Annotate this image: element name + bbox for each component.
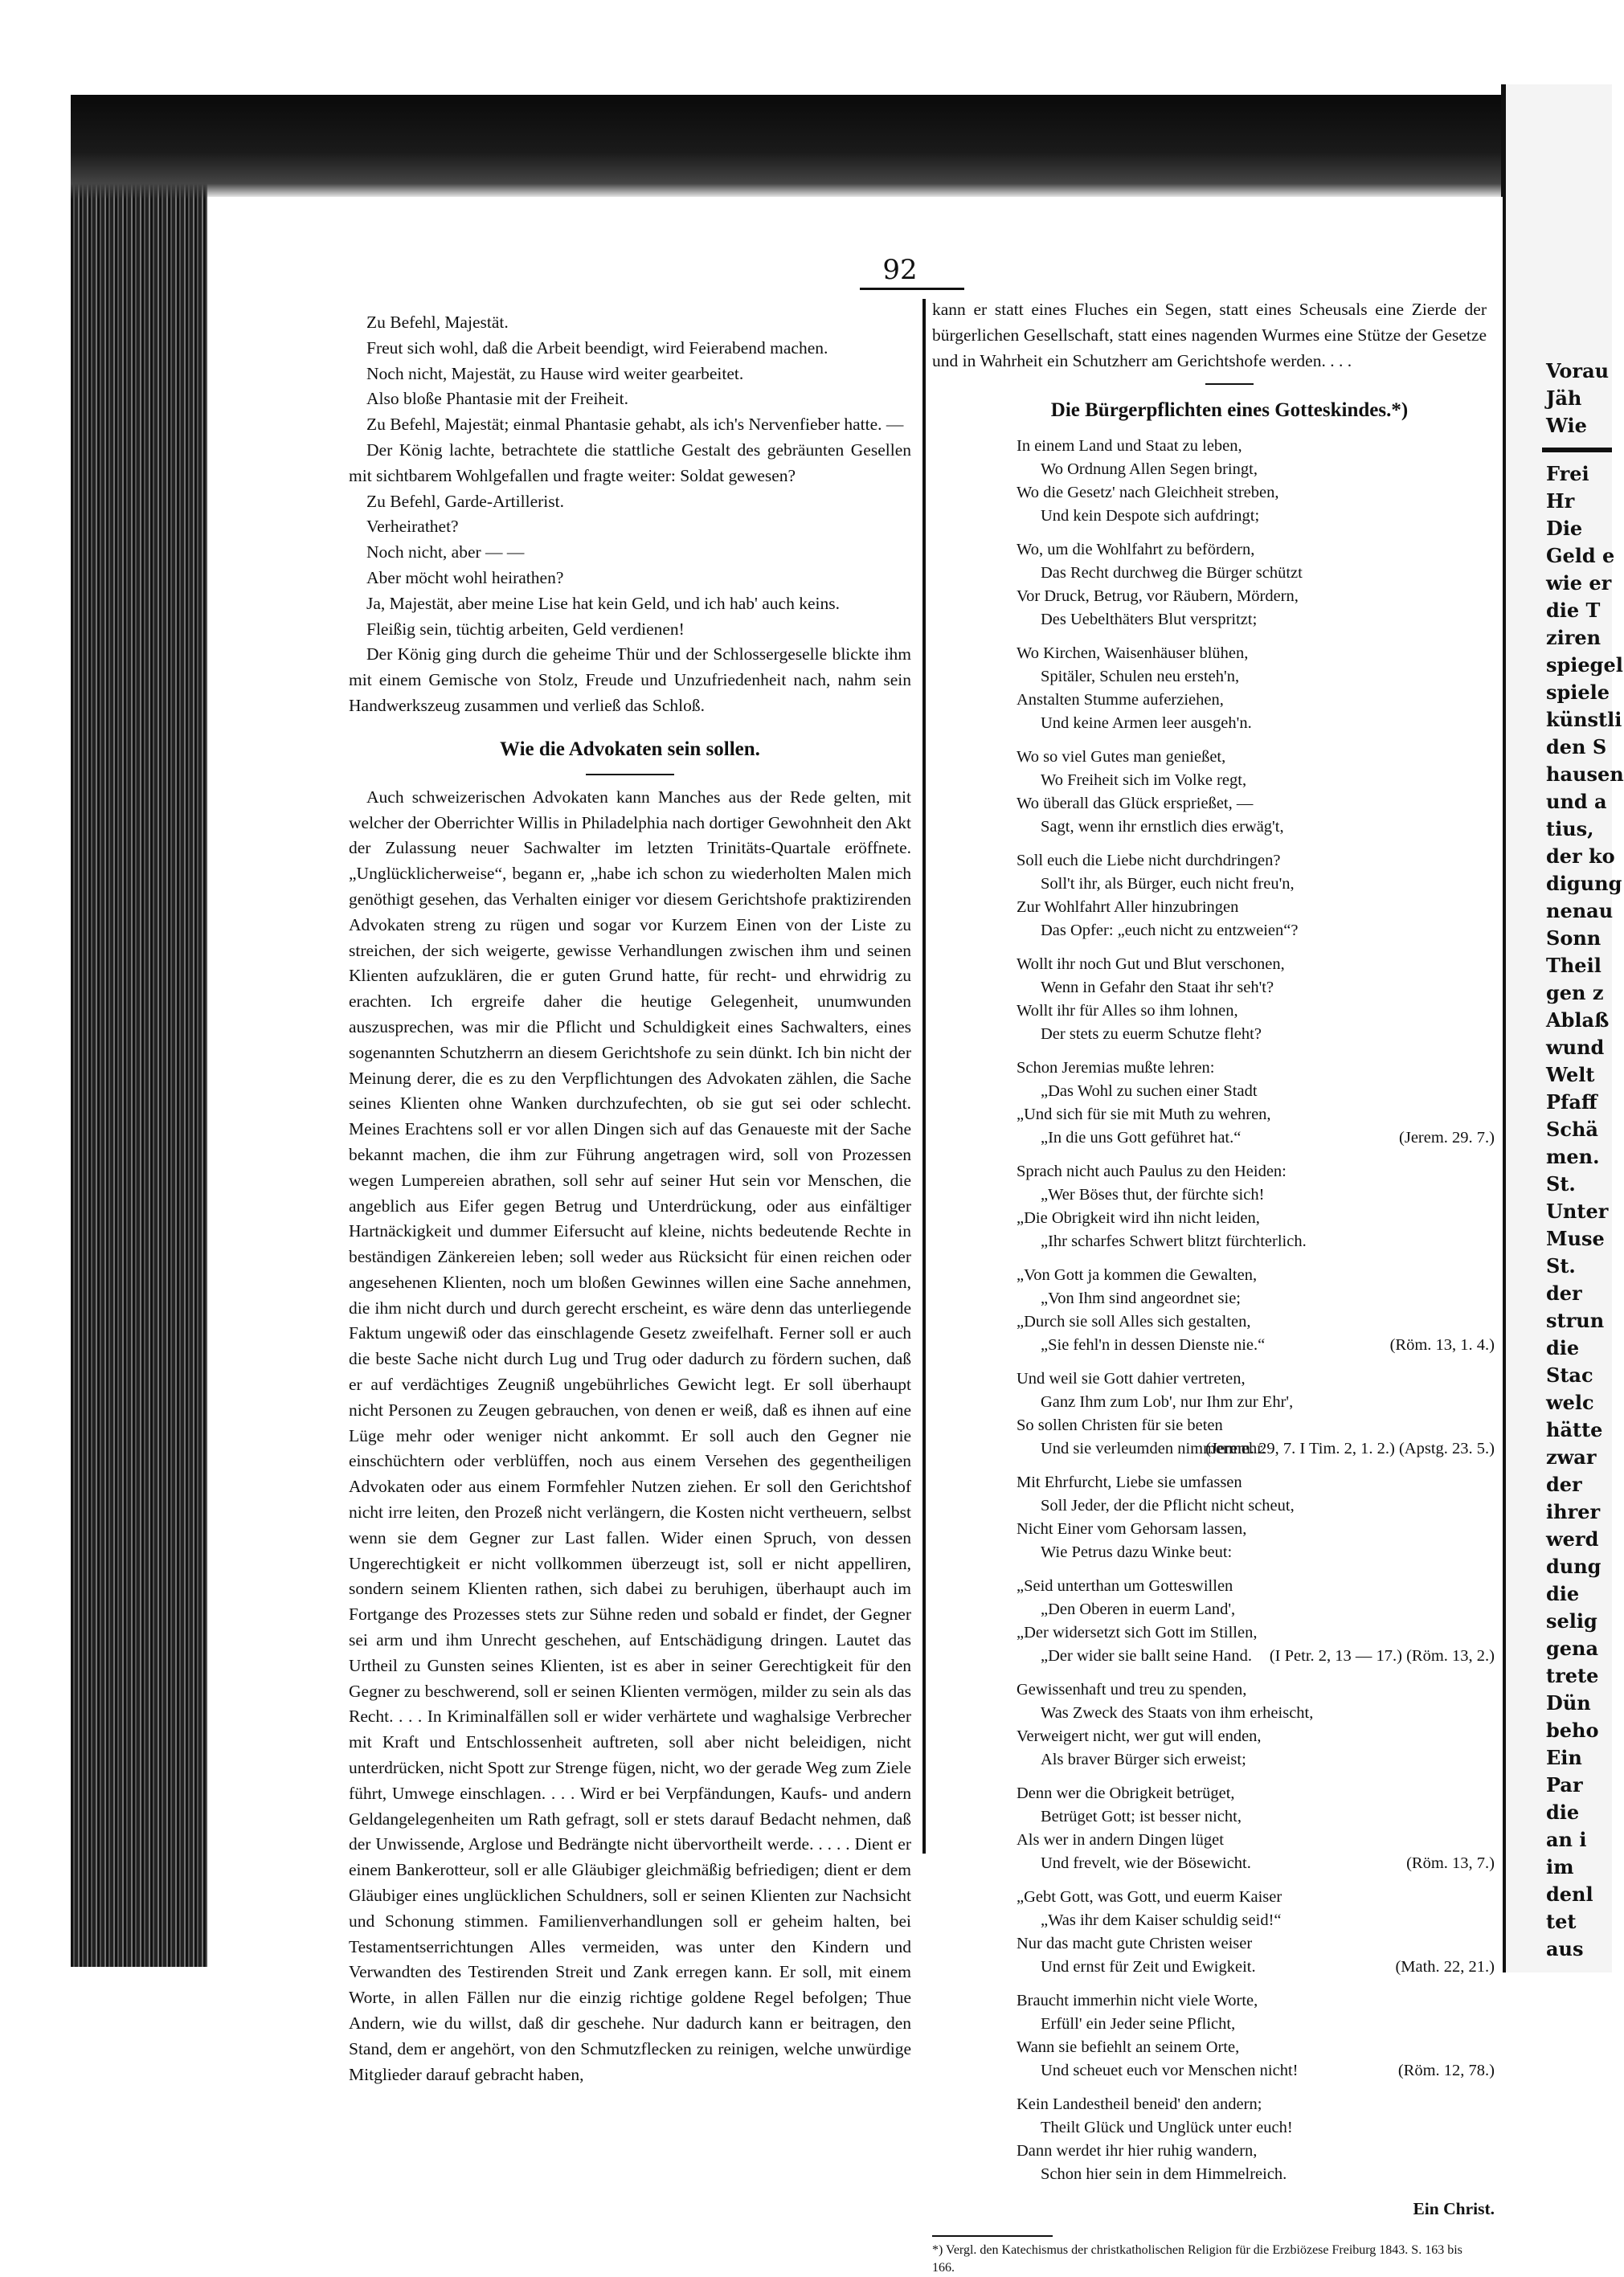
poem-line: Theilt Glück und Unglück unter euch! (1041, 2119, 1293, 2137)
neighbor-fragment: Jäh (1546, 386, 1582, 410)
poem-line: Anstalten Stumme auferziehen, (1017, 691, 1224, 709)
poem-stanza (1017, 538, 1527, 632)
article-continuation: kann er statt eines Fluches ein Segen, statt eines Scheusals eine Zierde der bürgerlichen Gesellschaft, statt eines nagenden Wurmes eine Stütze der Gesetze und in Wahrheit ein Schutzherr am Gerichtshofe werden. . . . (932, 300, 1487, 370)
poem-line: Kein Landestheil beneid' den andern; (1017, 2095, 1262, 2114)
poem-line: Betrüget Gott; ist besser nicht, (1041, 1808, 1242, 1826)
neighbor-fragment: die (1546, 1582, 1580, 1605)
dialogue-line: Der König lachte, betrachtete die stattliche Gestalt des gebräunten Gesellen mit sichtbarem Wohlgefallen und fragte weiter: Soldat gewesen? (349, 439, 911, 485)
dialogue-line: Also bloße Phantasie mit der Freiheit. (366, 389, 629, 409)
dialogue-line: Noch nicht, Majestät, zu Hause wird weiter gearbeitet. (366, 363, 744, 383)
poem-stanza (1017, 1678, 1527, 1772)
neighbor-fragment: künstli (1546, 708, 1622, 731)
scripture-reference: (I Petr. 2, 13 — 17.) (Röm. 13, 2.) (1269, 1647, 1495, 1666)
book-edge (71, 95, 207, 1967)
poem-line: „Was ihr dem Kaiser schuldig seid!“ (1041, 1911, 1282, 1930)
poem-line: Vor Druck, Betrug, vor Räubern, Mördern, (1017, 587, 1299, 606)
neighbor-fragment: Unter (1546, 1200, 1609, 1223)
neighbor-fragment: der ko (1546, 844, 1615, 868)
poem-line: Und sie verleumden nimmermehr. (1041, 1440, 1266, 1458)
scripture-reference: (Röm. 12, 78.) (1397, 2062, 1495, 2080)
poem-line: Soll euch die Liebe nicht durchdringen? (1017, 852, 1281, 870)
poem-line: „Wer Böses thut, der fürchte sich! (1041, 1186, 1265, 1204)
poem-stanza (1017, 642, 1527, 735)
poem-stanza (1017, 1160, 1527, 1253)
dialogue-line: Freut sich wohl, daß die Arbeit beendigt, wird Feierabend machen. (366, 337, 828, 358)
poem-stanza (1017, 435, 1527, 528)
neighbor-fragment: Die (1546, 517, 1583, 540)
poem-line: Als braver Bürger sich erweist; (1041, 1751, 1246, 1769)
poem-line: „Von Ihm sind angeordnet sie; (1041, 1290, 1241, 1308)
neighbor-fragment: den S (1546, 735, 1607, 758)
neighbor-fragment: werd (1546, 1527, 1599, 1551)
poem-line: Wenn in Gefahr den Staat ihr seh't? (1041, 979, 1274, 997)
story-dialogue (349, 310, 911, 719)
neighbor-fragment: ihrer (1546, 1500, 1601, 1523)
page-number: 92 (882, 254, 918, 286)
poem-stanza (1017, 1471, 1527, 1564)
poem (1017, 435, 1527, 2186)
neighbor-fragment: Sonn (1546, 926, 1602, 950)
poem-line: Und ernst für Zeit und Ewigkeit. (1041, 1958, 1256, 1977)
poem-line: Soll Jeder, der die Pflicht nicht scheut, (1041, 1497, 1295, 1515)
poem-line: „Die Obrigkeit wird ihn nicht leiden, (1017, 1209, 1260, 1228)
scripture-reference: (Math. 22, 21.) (1395, 1958, 1495, 1977)
dialogue-line: Fleißig sein, tüchtig arbeiten, Geld verdienen! (366, 619, 685, 639)
neighbor-fragment: wund (1546, 1036, 1605, 1059)
neighbor-fragment: trete (1546, 1664, 1599, 1687)
neighbor-fragment: Ablaß (1546, 1008, 1610, 1032)
neighbor-fragment: zwar (1546, 1445, 1597, 1469)
page-number-rule (860, 288, 964, 290)
poem-line: „In die uns Gott geführet hat.“ (1041, 1129, 1242, 1147)
neighbor-fragment: ziren (1546, 626, 1602, 649)
poem-line: Wo Ordnung Allen Segen bringt, (1041, 460, 1258, 479)
poem-line: Wollt ihr für Alles so ihm lohnen, (1017, 1002, 1238, 1020)
poem-line: Das Opfer: „euch nicht zu entzweien“? (1041, 922, 1299, 940)
column-divider (922, 299, 926, 1854)
neighbor-fragment: beho (1546, 1719, 1599, 1742)
poem-line: Und weil sie Gott dahier vertreten, (1017, 1370, 1246, 1388)
poem-line: Soll't ihr, als Bürger, euch nicht freu'n, (1041, 875, 1295, 893)
poem-stanza (1017, 849, 1527, 942)
scripture-reference: (Jerem. 29. 7.) (1399, 1129, 1495, 1147)
dialogue-line: Zu Befehl, Majestät. (366, 313, 509, 332)
poem-line: „Ihr scharfes Schwert blitzt fürchterlich. (1041, 1233, 1307, 1251)
dialogue-line: Aber möcht wohl heirathen? (366, 567, 564, 587)
poem-line: Wo überall das Glück ersprießet, — (1017, 795, 1254, 813)
neighbor-fragment: im (1546, 1855, 1574, 1878)
poem-line: Wo, um die Wohlfahrt zu befördern, (1017, 541, 1255, 559)
poem-line: Ganz Ihm zum Lob', nur Ihm zur Ehr', (1041, 1393, 1294, 1412)
article-title: Wie die Advokaten sein sollen. (500, 738, 760, 760)
poem-line: Sagt, wenn ihr ernstlich dies erwäg't, (1041, 818, 1284, 836)
poem-line: Und kein Despote sich aufdringt; (1041, 507, 1260, 525)
neighbor-fragment: Geld e (1546, 544, 1615, 567)
neighbor-fragment: aus (1546, 1937, 1584, 1960)
neighbor-fragment: wie er (1546, 571, 1612, 595)
neighbor-fragment: denl (1546, 1883, 1593, 1906)
dialogue-line: Ja, Majestät, aber meine Lise hat kein Geld, und ich hab' auch keins. (366, 593, 840, 613)
poem-line: „Der widersetzt sich Gott im Stillen, (1017, 1624, 1258, 1642)
neighbor-fragment: spiele (1546, 681, 1610, 704)
poem-line: Wie Petrus dazu Winke beut: (1041, 1543, 1233, 1562)
scan-shadow (71, 95, 1535, 199)
poem-line: Zur Wohlfahrt Aller hinzubringen (1017, 898, 1239, 917)
neighbor-fragment: Stac (1546, 1363, 1593, 1387)
neighbor-fragment: gena (1546, 1637, 1599, 1660)
poem-line: „Der wider sie ballt seine Hand. (1041, 1647, 1252, 1666)
neighbor-rule (1542, 448, 1612, 452)
neighbor-fragment: Theil (1546, 954, 1602, 977)
poem-line: Sprach nicht auch Paulus zu den Heiden: (1017, 1163, 1287, 1181)
poem-line: Gewissenhaft und treu zu spenden, (1017, 1681, 1247, 1699)
poem-line: Das Recht durchweg die Bürger schützt (1041, 564, 1303, 583)
poem-line: Braucht immerhin nicht viele Worte, (1017, 1992, 1258, 2010)
neighbor-fragment: die T (1546, 599, 1601, 622)
poem-stanza (1017, 1367, 1527, 1461)
poem-stanza (1017, 1782, 1527, 1875)
poem-signature: Ein Christ. (1413, 2199, 1495, 2219)
dialogue-line: Verheirathet? (366, 517, 459, 537)
neighbor-fragment: Muse (1546, 1227, 1605, 1250)
poem-line: „Das Wohl zu suchen einer Stadt (1041, 1082, 1258, 1101)
scripture-reference: (Röm. 13, 1. 4.) (1389, 1336, 1495, 1355)
neighbor-fragment: die (1546, 1801, 1580, 1824)
poem-line: Des Uebelthäters Blut verspritzt; (1041, 611, 1258, 629)
left-column (349, 310, 911, 2087)
neighbor-fragment: Welt (1546, 1063, 1595, 1086)
poem-line: Denn wer die Obrigkeit betrüget, (1017, 1784, 1235, 1803)
poem-line: Wo so viel Gutes man genießet, (1017, 748, 1226, 766)
poem-line: Und scheuet euch vor Menschen nicht! (1041, 2062, 1299, 2080)
poem-line: Schon Jeremias mußte lehren: (1017, 1059, 1215, 1077)
neighbor-fragment: und a (1546, 790, 1607, 813)
title-rule (586, 774, 674, 775)
poem-line: „Durch sie soll Alles sich gestalten, (1017, 1313, 1251, 1331)
poem-line: Wann sie befiehlt an seinem Orte, (1017, 2038, 1240, 2057)
poem-line: „Gebt Gott, was Gott, und euerm Kaiser (1017, 1888, 1282, 1907)
neighbor-fragment: Hr (1546, 489, 1575, 513)
dialogue-line: Zu Befehl, Garde-Artillerist. (366, 491, 564, 511)
poem-line: „Von Gott ja kommen die Gewalten, (1017, 1266, 1258, 1285)
neighbor-fragment: gen z (1546, 981, 1604, 1004)
poem-line: So sollen Christen für sie beten (1017, 1416, 1223, 1435)
dialogue-line: Der König ging durch die geheime Thür und der Schlossergeselle blickte ihm mit einem Gemische von Stolz, Freude und Unzufriedenheit nach, nahm sein Handwerkszeug zusammen und verließ das Schloß. (349, 644, 911, 715)
poem-line: Und keine Armen leer ausgeh'n. (1041, 714, 1252, 733)
dialogue-line: Zu Befehl, Majestät; einmal Phantasie gehabt, als ich's Nervenfieber hatte. — (366, 415, 904, 435)
poem-line: Spitäler, Schulen neu ersteh'n, (1041, 668, 1240, 686)
neighbor-fragment: hausen (1546, 762, 1624, 786)
poem-stanza (1017, 1264, 1527, 1357)
neighbor-fragment: dung (1546, 1555, 1602, 1578)
neighbor-fragment: an i (1546, 1828, 1587, 1851)
neighbor-fragment: Par (1546, 1773, 1583, 1797)
poem-stanza (1017, 1575, 1527, 1668)
right-column (932, 297, 1527, 2277)
poem-line: „Sie fehl'n in dessen Dienste nie.“ (1041, 1336, 1266, 1355)
poem-line: Als wer in andern Dingen lüget (1017, 1831, 1224, 1850)
poem-line: Schon hier sein in dem Himmelreich. (1041, 2165, 1287, 2184)
neighbor-fragment: Frei (1546, 462, 1589, 485)
section-rule (1205, 383, 1254, 385)
neighbor-fragment: tet (1546, 1910, 1577, 1933)
poem-title: Die Bürgerpflichten eines Gotteskindes.*) (1050, 399, 1409, 422)
poem-line: Dann werdet ihr hier ruhig wandern, (1017, 2142, 1258, 2160)
neighbor-fragment: Vorau (1546, 359, 1610, 382)
neighbor-fragment: strun (1546, 1309, 1605, 1332)
neighbor-fragment: men. (1546, 1145, 1600, 1168)
neighbor-fragment: digung (1546, 872, 1622, 895)
poem-line: „Und sich für sie mit Muth zu wehren, (1017, 1106, 1271, 1124)
poem-line: Nur das macht gute Christen weiser (1017, 1935, 1253, 1953)
poem-stanza (1017, 1057, 1527, 1150)
scripture-reference: (Röm. 13, 7.) (1406, 1854, 1495, 1873)
neighbor-fragment: selig (1546, 1609, 1597, 1633)
poem-line: „Den Oberen in euerm Land', (1041, 1600, 1236, 1619)
poem-line: Erfüll' ein Jeder seine Pflicht, (1041, 2015, 1236, 2034)
poem-line: Und frevelt, wie der Bösewicht. (1041, 1854, 1251, 1873)
neighbor-fragment: Dün (1546, 1691, 1591, 1715)
article-body: Auch schweizerischen Advokaten kann Manches aus der Rede gelten, mit welcher der Oberrichter Willis in Philadelphia nach dortiger Gewohnheit den Akt der Zulassung neuer Sachwalter im letzten Trinitäts-Quartale eröffnete. „Unglücklicherweise“, begann er, „habe ich schon zu wiederholten Malen mich genöthigt gesehen, das Verhalten einiger vor diesem Gerichtshofe praktizirenden Advokaten streng zu rügen und sogar vor Kurzem Einen von der Liste zu streichen, der sich weigerte, gewisse Verhandlungen zwischen ihm und seinen Klienten aufzuklären, die er guten Grund hatte, für recht- und ehrwidrig zu erachten. Ich ergreife daher die heutige Gelegenheit, unumwunden auszusprechen, was mir die Pflicht und Schuldigkeit eines Sachwalters, eines sogenannten Schutzherrn an diesem Gerichtshofe zu sein dünkt. Ich bin nicht der Meinung derer, die es zu den Verpflichtungen des Advokaten zählen, die Sache seines Klienten ohne Wanken durchzufechten, ob sie gut sei oder schlecht. Meines Erachtens soll er vor allen Dingen sich auf das Genaueste mit der Sache bekannt machen, die ihm zur Führung angetragen wird, soll von Prozessen wegen Lumpereien abrathen, soll sehr auf seiner Hut sein vor Menschen, die angeblich aus Eifer gegen Betrug und Unterdrückung, oder aus einfältiger Hartnäckigkeit und dummer Eifersucht auf kleine, nichts bedeutende Rechte in beständigen Zänkereien leben; soll weder aus Rücksicht für einen reichen oder angesehenen Klienten, noch um bloßen Gewinnes willen eine Sache annehmen, die ihm nicht durch und durch gerecht erscheint, es wäre denn das unterliegende Faktum ungewiß oder das einschlagende Gesetz zweifelhaft. Ferner soll er auch die beste Sache nicht durch Lug und Trug oder dadurch zu fördern suchen, daß er auf verdächtiges Zeugniß ungebührliches Gewicht legt. Er soll überhaupt nicht Personen zu Zeugen gebrauchen, von denen er weiß, daß es ihnen auf eine Lüge mehr oder weniger nicht ankommt. Er soll auch den Gegner nie einschüchtern oder verblüffen, noch aus einem Versehen des gegentheiligen Advokaten oder aus einem Formfehler Nutzen ziehen. Er soll den Gerichtshof nicht irre leiten, den Prozeß nicht verlängern, die Kosten nicht vertheuern, selbst wenn sie dem Gegner zur Last fallen. Wider einen Spruch, von dessen Ungerechtigkeit er nicht vollkommen überzeugt ist, soll er nicht appelliren, sondern seinem Klienten rathen, sich dabei zu beruhigen, überhaupt auch im Fortgange des Prozesses stets zur Sühne reden und sobald er findet, der Gegner sei arm und ihm Unrecht geschehen, auf Entschädigung dringen. Lautet das Urtheil zu Gunsten seines Klienten, ist es aber in seiner Gerechtigkeit für den Gegner zu beschwerend, soll er seinen Klienten vermögen, milder zu sein als das Recht. . . . In Kriminalfällen soll er wider verhärtete und waghalsige Verbrecher mit Kraft und Entschlossenheit auftreten, soll aber nicht beleidigen, nicht unterdrücken, nicht Spott zur Strenge fügen, nicht, wo der gerade Weg zum Ziele führt, Umwege einschlagen. . . . Wird er bei Verpfändungen, Kaufs- und andern Geldangelegenheiten um Rath gefragt, soll er stets darauf Bedacht nehmen, daß der Unwissende, Arglose und Bedrängte nicht übervortheilt werde. . . . . Dient er einem Bankerotteur, soll er alle Gläubiger gleichmäßig befriedigen; dient er dem Gläubiger eines unglücklichen Schuldners, soll er seinen Klienten zur Nachsicht und Schonung stimmen. Familienverhandlungen soll er geheim halten, bei Testamentserrichtungen Alles vermeiden, was unter den Kindern und Verwandten des Testirenden Streit und Zank erregen kann. Er soll, mit einem Worte, in allen Fällen nur die einzig richtige goldene Regel befolgen; Thue Andern, wie du willst, daß dir geschehe. Nur dadurch kann er beitragen, den Stand, dem er angehört, von den Schmutzflecken zu reinigen, welche unwürdige Mitglieder darauf gebracht haben, (349, 787, 911, 2084)
poem-line: „Seid unterthan um Gotteswillen (1017, 1577, 1233, 1596)
poem-line: Was Zweck des Staats von ihm erheischt, (1041, 1704, 1314, 1723)
poem-stanza (1017, 2093, 1527, 2186)
poem-line: Wollt ihr noch Gut und Blut verschonen, (1017, 955, 1285, 974)
neighbor-fragment: der (1546, 1282, 1582, 1305)
neighbor-fragment: St. (1546, 1254, 1583, 1277)
poem-line: Der stets zu euerm Schutze fleht? (1041, 1025, 1262, 1044)
neighbor-fragment: St. (1546, 1172, 1583, 1196)
scripture-reference: (Jerem. 29, 7. I Tim. 2, 1. 2.) (Apstg. 23. 5.) (1205, 1440, 1495, 1458)
poem-stanza (1017, 1886, 1527, 1979)
neighbor-fragment: Wie (1546, 414, 1587, 437)
neighbor-fragment: spiegel (1546, 653, 1623, 677)
poem-line: In einem Land und Staat zu leben, (1017, 437, 1242, 456)
neighbor-fragment: Schä (1546, 1118, 1598, 1141)
poem-stanza (1017, 953, 1527, 1046)
footnote: *) Vergl. den Katechismus der christkatholischen Religion für die Erzbiözese Freiburg 1843. S. 163 bis 166. (932, 2243, 1462, 2275)
neighbor-fragment: die (1546, 1336, 1580, 1359)
neighbor-fragment: Pfaff (1546, 1090, 1597, 1114)
poem-line: Mit Ehrfurcht, Liebe sie umfassen (1017, 1474, 1242, 1492)
neighbor-fragment: hätte (1546, 1418, 1603, 1441)
poem-line: Nicht Einer vom Gehorsam lassen, (1017, 1520, 1247, 1539)
neighbor-fragment: nenau (1546, 899, 1614, 922)
neighbor-fragment: Ein (1546, 1746, 1582, 1769)
neighbor-fragment: der (1546, 1473, 1582, 1496)
neighbor-fragment: welc (1546, 1391, 1594, 1414)
poem-line: Wo Kirchen, Waisenhäuser blühen, (1017, 644, 1249, 663)
neighbor-fragment: tius, (1546, 817, 1594, 840)
poem-line: Wo die Gesetz' nach Gleichheit streben, (1017, 484, 1279, 502)
dialogue-line: Noch nicht, aber — — (366, 542, 525, 562)
poem-stanza (1017, 746, 1527, 839)
footnote-rule (932, 2235, 1053, 2237)
poem-stanza (1017, 1989, 1527, 2083)
poem-line: Verweigert nicht, wer gut will enden, (1017, 1727, 1262, 1746)
poem-line: Wo Freiheit sich im Volke regt, (1041, 771, 1247, 790)
